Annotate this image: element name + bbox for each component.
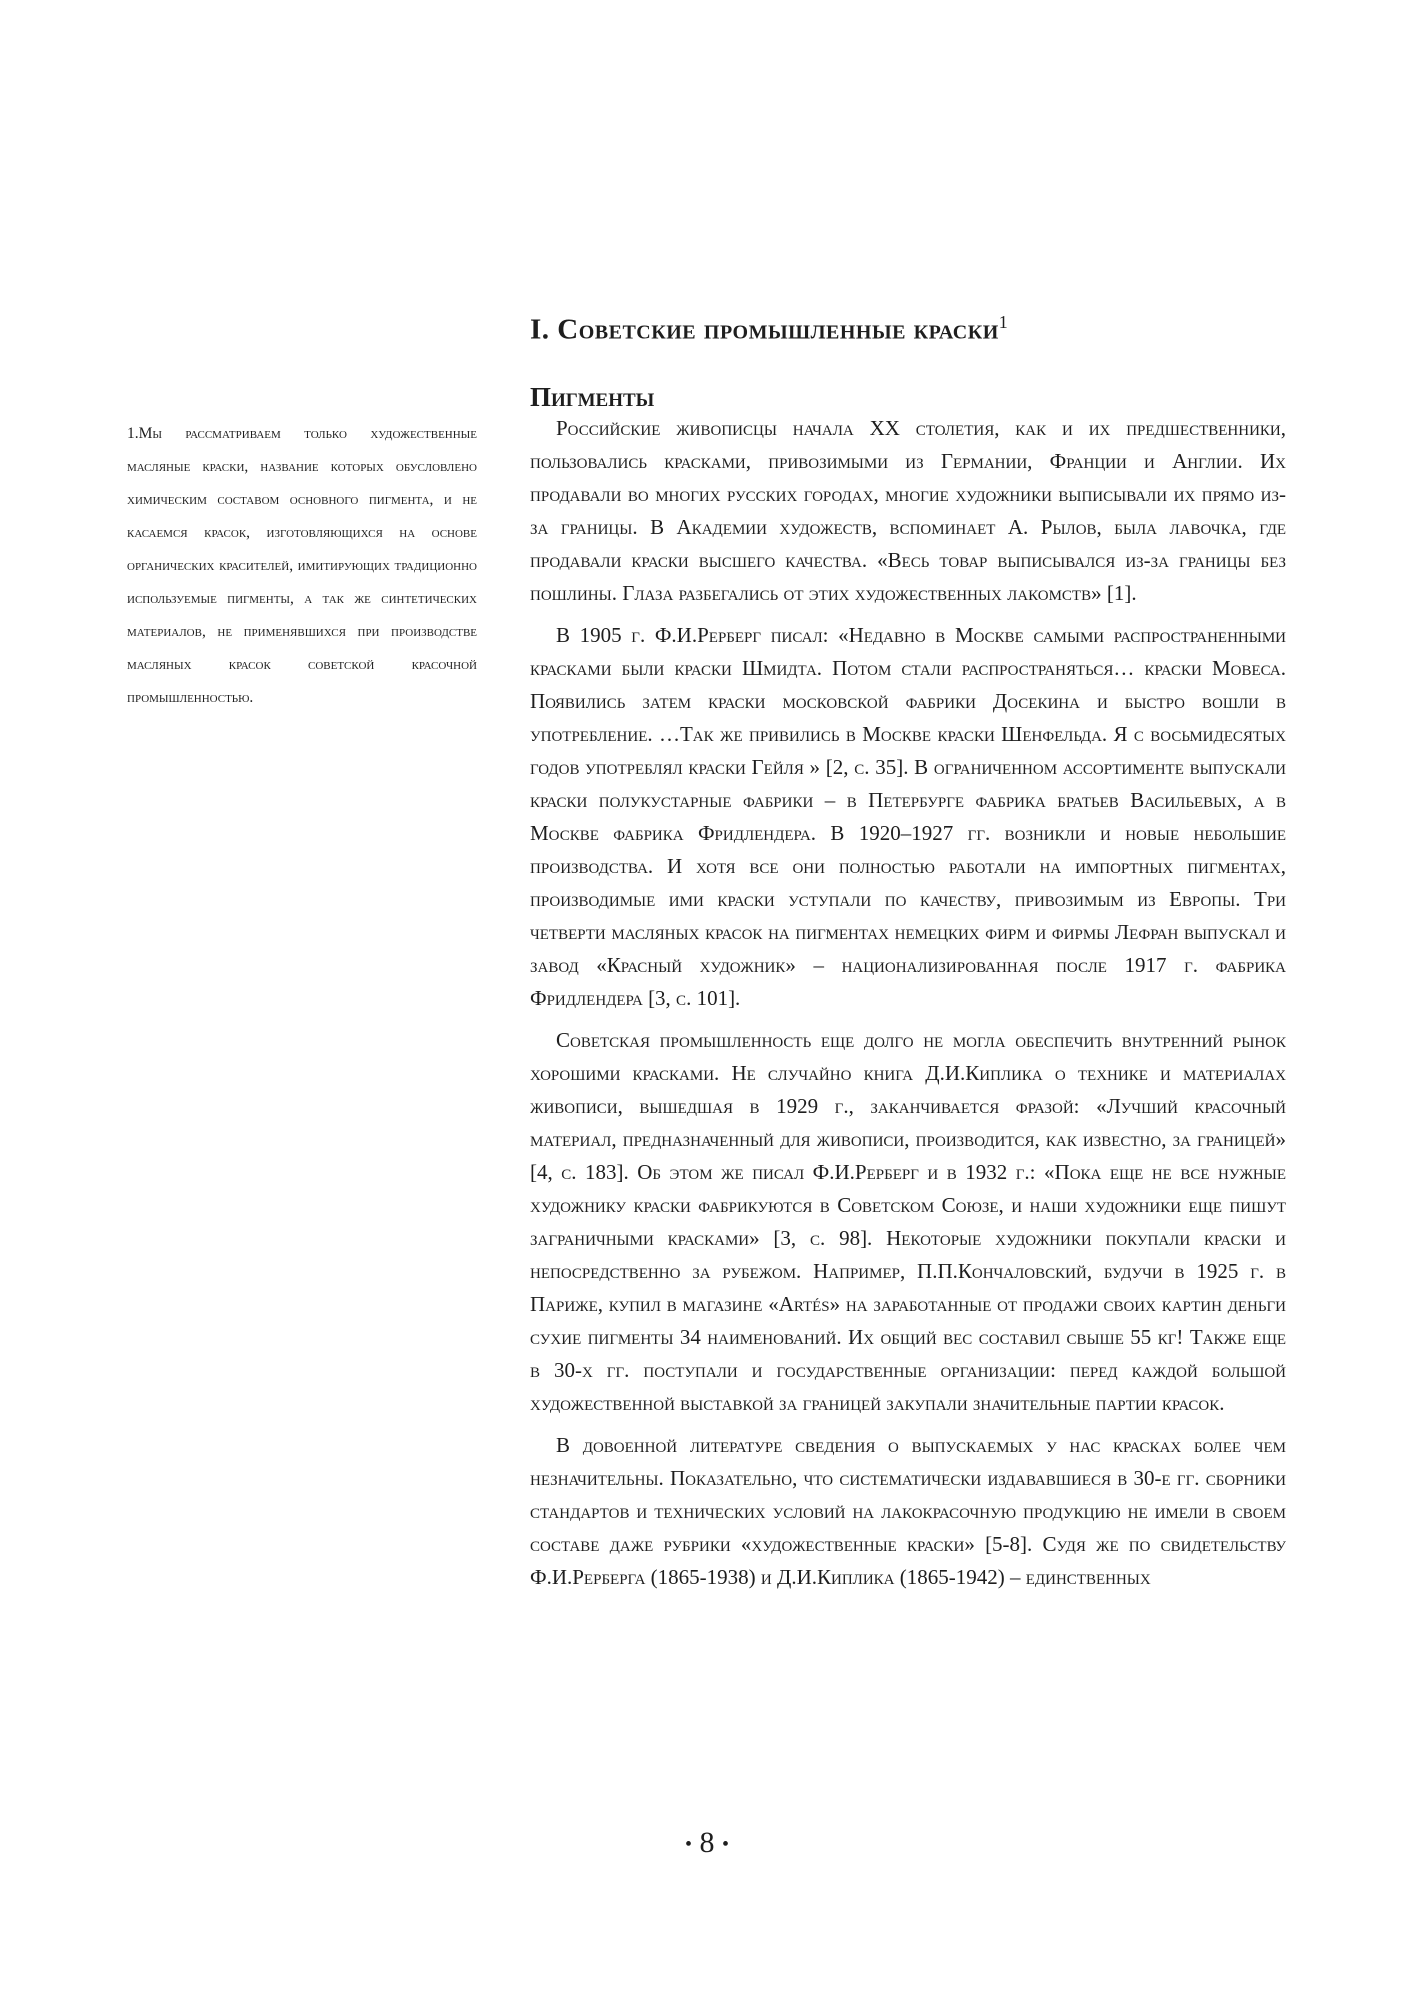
chapter-title: [530, 312, 1008, 347]
body-text: [530, 412, 1286, 1603]
footnote-reference: 1: [998, 312, 1009, 332]
page-dot-left: •: [684, 1833, 692, 1856]
page-number: [0, 1826, 1414, 1860]
paragraph: Российские живописцы начала XX столетия, как и их предшественники, пользовались красками, привозимыми из Германии, Франции и Англии. Их продавали во многих русских городах, многие художники выписывали их прямо из-за границы. В Академии художеств, вспоминает А. Рылов, была лавочка, где продавали краски высшего качества. «Весь товар выписывался из-за границы без пошлины. Глаза разбегались от этих художественных лакомств» [1].: [530, 416, 1286, 605]
paragraph: В довоенной литературе сведения о выпускаемых у нас красках более чем незначительны. Показательно, что систематически издававшиеся в 30-е гг. сборники стандартов и технических условий на лакокрасочную продукцию не имели в своем составе даже рубрики «художественные краски» [5-8]. Судя же по свидетельству Ф.И.Рерберга (1865-1938) и Д.И.Киплика (1865-1942) – единственных: [530, 1433, 1286, 1589]
paragraph: Советская промышленность еще долго не могла обеспечить внутренний рынок хорошими красками. Не случайно книга Д.И.Киплика о технике и материалах живописи, вышедшая в 1929 г., заканчивается фразой: «Лучший красочный материал, предназначенный для живописи, производится, как известно, за границей» [4, с. 183]. Об этом же писал Ф.И.Рерберг и в 1932 г.: «Пока еще не все нужные художнику краски фабрикуются в Советском Союзе, и наши художники еще пишут заграничными красками» [3, с. 98]. Некоторые художники покупали краски и непосредственно за рубежом. Например, П.П.Кончаловский, будучи в 1925 г. в Париже, купил в магазине «Artés» на заработанные от продажи своих картин деньги сухие пигменты 34 наименований. Их общий вес составил свыше 55 кг! Также еще в 30-х гг. поступали и государственные организации: перед каждой большой художественной выставкой за границей закупали значительные партии красок.: [530, 1028, 1286, 1415]
paragraph: В 1905 г. Ф.И.Рерберг писал: «Недавно в Москве самыми распространенными красками были краски Шмидта. Потом стали распространяться… краски Мовеса. Появились затем краски московской фабрики Досекина и быстро вошли в употребление. …Так же привились в Москве краски Шенфельда. Я с восьмидесятых годов употреблял краски Гейля » [2, с. 35]. В ограниченном ассортименте выпускали краски полукустарные фабрики – в Петербурге фабрика братьев Васильевых, а в Москве фабрика Фридлендера. В 1920–1927 гг. возникли и новые небольшие производства. И хотя все они полностью работали на импортных пигментах, производимые ими краски уступали по качеству, привозимым из Европы. Три четверти масляных красок на пигментах немецких фирм и фирмы Лефран выпускал и завод «Красный художник» – национализированная после 1917 г. фабрика Фридлендера [3, с. 101].: [530, 623, 1286, 1010]
page-dot-right: •: [722, 1833, 730, 1856]
section-title: Пигменты: [530, 382, 655, 412]
chapter-title-text: I. Советские промышленные краски: [530, 313, 999, 346]
page-number-value: 8: [699, 1826, 715, 1859]
footnote-text: 1.Мы рассматриваем только художественные масляные краски, название которых обусловлено химическим составом основного пигмента, и не касаемся красок, изготовляющихся на основе органических красителей, имитирующих традиционно используемые пигменты, а так же синтетических материалов, не применявшихся при производстве масляных красок советской красочной промышленностью.: [127, 425, 477, 706]
